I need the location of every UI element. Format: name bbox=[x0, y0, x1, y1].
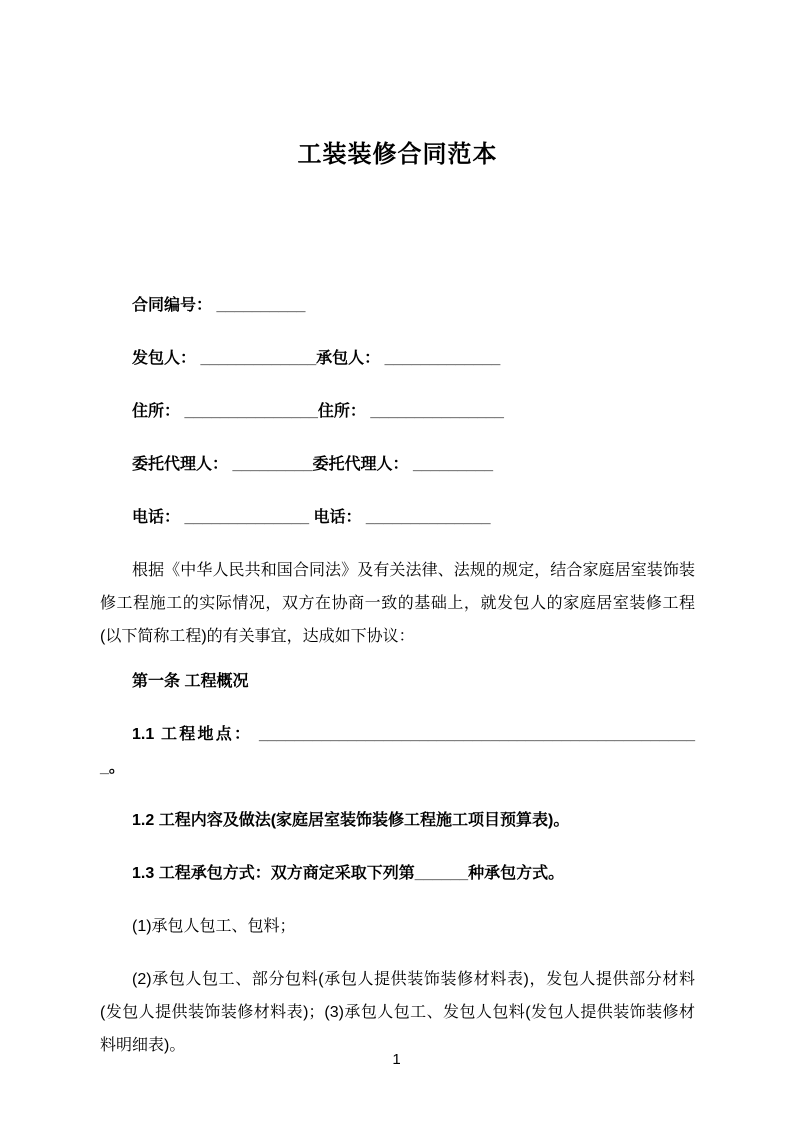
page-number: 1 bbox=[392, 1051, 401, 1068]
clause-1-3-contracting-method: 1.3 工程承包方式：双方商定采取下列第______种承包方式。 bbox=[132, 865, 565, 882]
clause-1-2-project-content: 1.2 工程内容及做法(家庭居室装饰装修工程施工项目预算表)。 bbox=[132, 812, 570, 829]
phones-line: 电话： ______________ 电话： ______________ bbox=[132, 509, 491, 526]
parties-line: 发包人： _____________承包人： _____________ bbox=[132, 350, 501, 367]
address-line: 住所： _______________住所： _______________ bbox=[132, 403, 504, 420]
preamble-paragraph: 根据《中华人民共和国合同法》及有关法律、法规的规定，结合家庭居室装饰装修工程施工的实际情况，双方在协商一致的基础上，就发包人的家庭居室装修工程(以下简称工程)的有关事宜，达成如下协议： bbox=[100, 562, 695, 645]
header-fields bbox=[100, 289, 695, 534]
clause-1-1-project-location: 1.1 工程地点： __________________________________________________。 bbox=[100, 726, 695, 776]
agents-line: 委托代理人： _________委托代理人： _________ bbox=[132, 456, 494, 473]
contracting-options-2-3: (2)承包人包工、部分包料(承包人提供装饰装修材料表)，发包人提供部分材料(发包人提供装饰装修材料表)；(3)承包人包工、发包人包料(发包人提供装饰装修材料明细表)。 bbox=[100, 971, 695, 1054]
document-title: 工装装修合同范本 bbox=[297, 141, 498, 168]
contracting-option-1: (1)承包人包工、包料； bbox=[132, 918, 296, 935]
contract-number-line: 合同编号： __________ bbox=[132, 297, 306, 314]
article-1-heading: 第一条 工程概况 bbox=[132, 673, 249, 690]
